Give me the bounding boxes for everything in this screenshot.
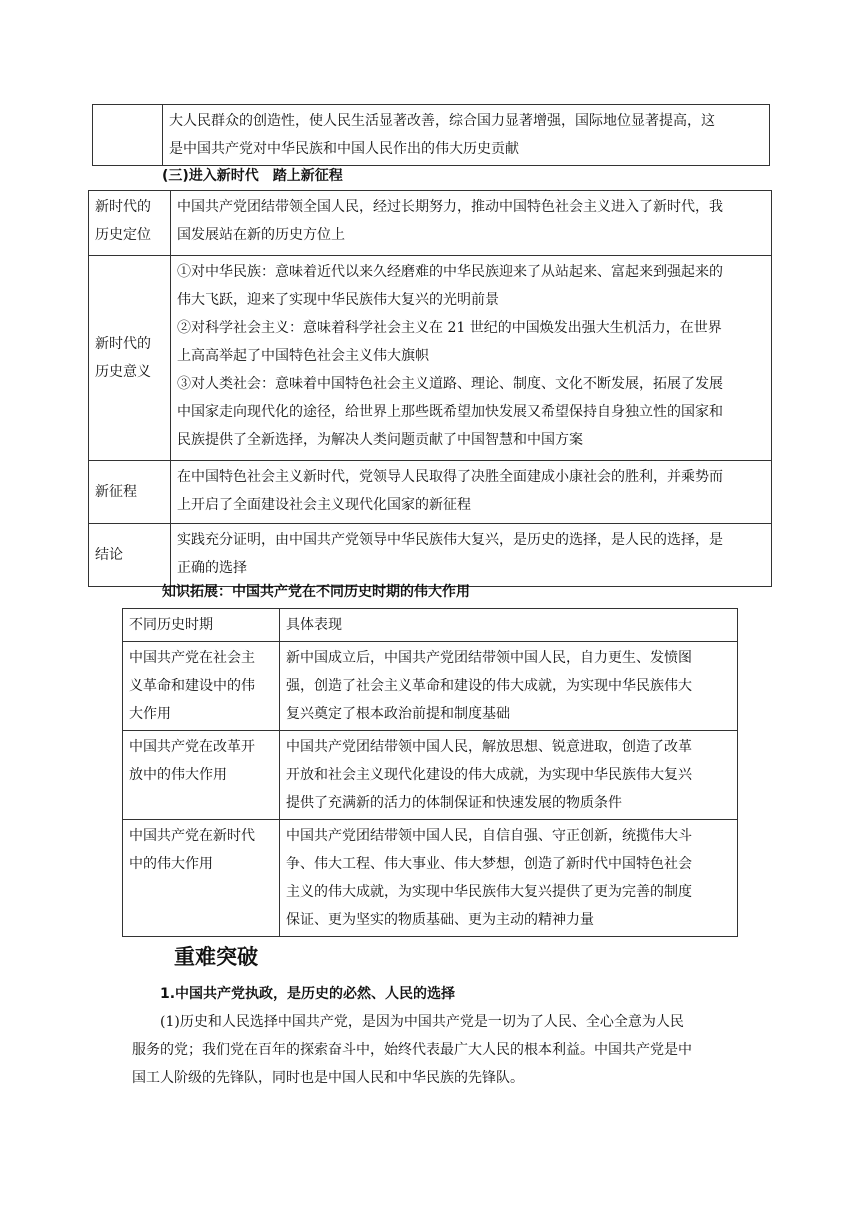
top-table [92, 104, 770, 166]
table-row [93, 105, 770, 166]
table-row [89, 461, 772, 524]
row-content: 实践充分证明，由中国共产党领导中华民族伟大复兴，是历史的选择，是人民的选择，是 正确的选择 [171, 524, 772, 587]
extension-heading: 知识拓展：中国共产党在不同历史时期的伟大作用 [162, 584, 470, 600]
section-heading: (三)进入新时代 踏上新征程 [162, 168, 343, 184]
detail-cell: 中国共产党团结带领中国人民，自信自强、守正创新，统揽伟大斗 争、伟大工程、伟大事业、伟大梦想，创造了新时代中国特色社会 主义的伟大成就，为实现中华民族伟大复兴提供了更为完善的制度 保证、更为坚实的物质基础、更为主动的精神力量 [280, 820, 738, 937]
period-cell: 中国共产党在改革开 放中的伟大作用 [123, 731, 280, 820]
table-cell [93, 105, 163, 166]
column-header: 不同历史时期 [123, 609, 280, 642]
body-paragraph: (1)历史和人民选择中国共产党，是因为中国共产党是一切为了人民、全心全意为人民 服务的党；我们党在百年的探索奋斗中，始终代表最广大人民的根本利益。中国共产党是中 国工人阶级的先锋队，同时也是中国人民和中华民族的先锋队。 [132, 1014, 692, 1086]
section-title: 重难突破 [174, 945, 258, 969]
table-row [123, 642, 738, 731]
detail-cell: 中国共产党团结带领中国人民，解放思想、锐意进取，创造了改革 开放和社会主义现代化建设的伟大成就，为实现中华民族伟大复兴 提供了充满新的活力的体制保证和快速发展的物质条件 [280, 731, 738, 820]
table-cell: 大人民群众的创造性，使人民生活显著改善，综合国力显著增强，国际地位显著提高，这 是中国共产党对中华民族和中国人民作出的伟大历史贡献 [163, 105, 770, 166]
table-row [123, 820, 738, 937]
period-cell: 中国共产党在社会主 义革命和建设中的伟 大作用 [123, 642, 280, 731]
table-row [89, 191, 772, 256]
subheading: 1.中国共产党执政，是历史的必然、人民的选择 [160, 986, 456, 1002]
row-content: 在中国特色社会主义新时代，党领导人民取得了决胜全面建成小康社会的胜利，并乘势而 上开启了全面建设社会主义现代化国家的新征程 [171, 461, 772, 524]
extension-table [122, 608, 738, 937]
table-row [123, 731, 738, 820]
row-content: ①对中华民族：意味着近代以来久经磨难的中华民族迎来了从站起来、富起来到强起来的 伟大飞跃，迎来了实现中华民族伟大复兴的光明前景 ②对科学社会主义：意味着科学社会主义在 21 世纪的中国焕发出强大生机活力，在世界 上高高举起了中国特色社会主义伟大旗帜 ③对人类社会：意味着中国特色社会主义道路、理论、制度、文化不断发展，拓展了发展 中国家走向现代化的途径，给世界上那些既希望加快发展又希望保持自身独立性的国家和 民族提供了全新选择，为解决人类问题贡献了中国智慧和中国方案 [171, 256, 772, 461]
row-label: 结论 [89, 524, 171, 587]
detail-cell: 新中国成立后，中国共产党团结带领中国人民，自力更生、发愤图 强，创造了社会主义革命和建设的伟大成就，为实现中华民族伟大 复兴奠定了根本政治前提和制度基础 [280, 642, 738, 731]
row-label: 新时代的 历史意义 [89, 256, 171, 461]
period-cell: 中国共产党在新时代 中的伟大作用 [123, 820, 280, 937]
row-content: 中国共产党团结带领全国人民，经过长期努力，推动中国特色社会主义进入了新时代，我 国发展站在新的历史方位上 [171, 191, 772, 256]
column-header: 具体表现 [280, 609, 738, 642]
table-header-row [123, 609, 738, 642]
new-era-table [88, 190, 772, 587]
table-row [89, 524, 772, 587]
table-row [89, 256, 772, 461]
row-label: 新时代的 历史定位 [89, 191, 171, 256]
row-label: 新征程 [89, 461, 171, 524]
